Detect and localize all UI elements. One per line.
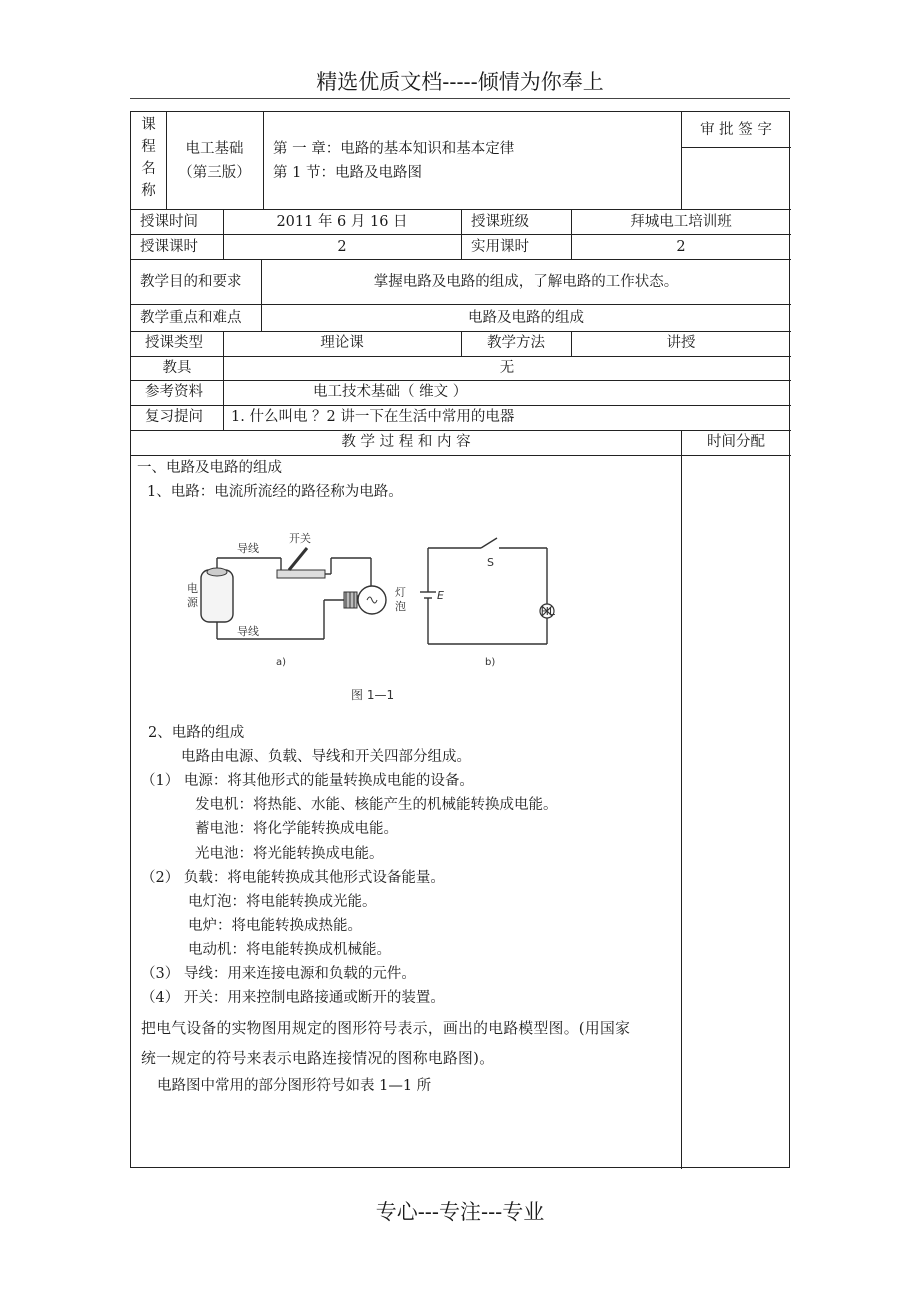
item-furnace: 电炉：将电能转换成热能。 [188,918,362,934]
section-heading-2: 2、电路的组成 [148,725,245,741]
fig-bulb-label: 灯 [395,586,406,599]
tools-label: 教具 [162,360,192,376]
switch-lever [289,548,307,570]
lesson-plan-table [130,111,790,1168]
chapter-title: 第 一 章：电路的基本知识和基本定律 [273,141,515,157]
fig-s-label: S [487,556,494,569]
course-edition: （第三版） [178,165,251,181]
tools-value: 无 [499,360,515,376]
circuit-figure [181,524,561,714]
item-motor: 电动机：将电能转换成机械能。 [188,942,391,958]
hours-value: 2 [337,239,347,255]
fig-hl-label: HL [540,605,555,618]
course-label [131,114,166,202]
course-label-char: 课 [141,117,156,133]
battery-top [207,568,227,576]
method-value: 讲授 [666,335,696,351]
review-label: 复习提问 [145,409,203,425]
bulb-icon [344,586,386,614]
fig-power-label: 源 [187,596,198,609]
process-header: 教 学 过 程 和 内 容 [341,434,471,450]
fig-caption: 图 1—1 [351,688,395,702]
time-header: 时间分配 [707,434,765,450]
item-power: （1） 电源：将其他形式的能量转换成电能的设备。 [141,773,474,789]
focus-label: 教学重点和难点 [140,310,242,326]
item-storage-battery: 蓄电池：将化学能转换成电能。 [195,821,398,837]
fig-e-label: E [437,589,444,602]
col-line [263,112,264,209]
item-light-bulb: 电灯泡：将电能转换成光能。 [188,894,377,910]
ref-label: 参考资料 [145,384,203,400]
row-line [131,405,791,406]
fig-wire-bottom-label: 导线 [237,625,259,638]
composition-summary: 电路由电源、负载、导线和开关四部分组成。 [181,749,471,765]
fig-power-label: 电 [187,582,198,595]
symbols-reference: 电路图中常用的部分图形符号如表 1—1 所 [157,1078,432,1094]
row-line [131,455,791,456]
switch-base [277,570,325,578]
course-label-char: 程 [141,139,156,155]
method-label: 教学方法 [487,335,545,351]
battery-body [201,570,233,622]
course-label-char: 名 [141,161,156,177]
course-name: 电工基础 [185,141,244,157]
type-label: 授课类型 [145,335,203,351]
course-label-char: 称 [141,183,156,199]
goal-label: 教学目的和要求 [140,274,242,290]
item-switch: （4） 开关：用来控制电路接通或断开的装置。 [141,990,445,1006]
item-wire: （3） 导线：用来连接电源和负载的元件。 [141,966,416,982]
practical-value: 2 [676,239,686,255]
type-value: 理论课 [320,335,364,351]
item-load: （2） 负载：将电能转换成其他形式设备能量。 [141,870,445,886]
section-title: 第 1 节：电路及电路图 [273,165,422,181]
ref-value: 电工技术基础（ 维文 ） [313,384,468,400]
schematic-circuit [428,538,547,644]
col-line [166,112,167,209]
focus-value: 电路及电路的组成 [468,310,584,326]
practical-label: 实用课时 [471,239,529,255]
review-value: 1. 什么叫电 ？2 讲一下在生活中常用的电器 [231,409,515,425]
col-line [461,209,462,259]
row-line [131,259,791,260]
battery-symbol [420,592,436,598]
page-header: 精选优质文档-----倾情为你奉上 [316,70,604,94]
approval-divider [681,147,791,148]
goal-value: 掌握电路及电路的组成，了解电路的工作状态。 [373,274,679,290]
row-line [131,430,791,431]
circuit-diagram-desc-1: 把电气设备的实物图用规定的图形符号表示，画出的电路模型图。(用国家 [141,1020,631,1037]
section-heading-1: 一、电路及电路的组成 [137,460,282,476]
class-label: 授课班级 [471,214,529,230]
item-photocell: 光电池：将光能转换成电能。 [195,846,384,862]
page-footer: 专心---专注---专业 [375,1200,545,1224]
fig-switch-label: 开关 [289,532,311,545]
fig-label-b: b) [485,657,496,668]
row-line [131,380,791,381]
col-line [681,430,682,1169]
row-line [131,304,791,305]
circuit-diagram-desc-2: 统一规定的符号来表示电路连接情况的图称电路图)。 [141,1050,495,1067]
date-label: 授课时间 [140,214,198,230]
fig-bulb-label: 泡 [395,600,406,613]
fig-wire-top-label: 导线 [237,542,259,555]
class-value: 拜城电工培训班 [630,214,732,230]
row-line [131,356,791,357]
fig-label-a: a) [276,657,287,668]
definition-circuit: 1、电路：电流所流经的路径称为电路。 [147,484,403,500]
hours-label: 授课课时 [140,239,198,255]
approval-label: 审 批 签 字 [700,122,772,138]
date-value: 2011 年 6 月 16 日 [276,214,408,230]
header-rule [130,98,790,99]
item-generator: 发电机：将热能、水能、核能产生的机械能转换成电能。 [195,797,558,813]
